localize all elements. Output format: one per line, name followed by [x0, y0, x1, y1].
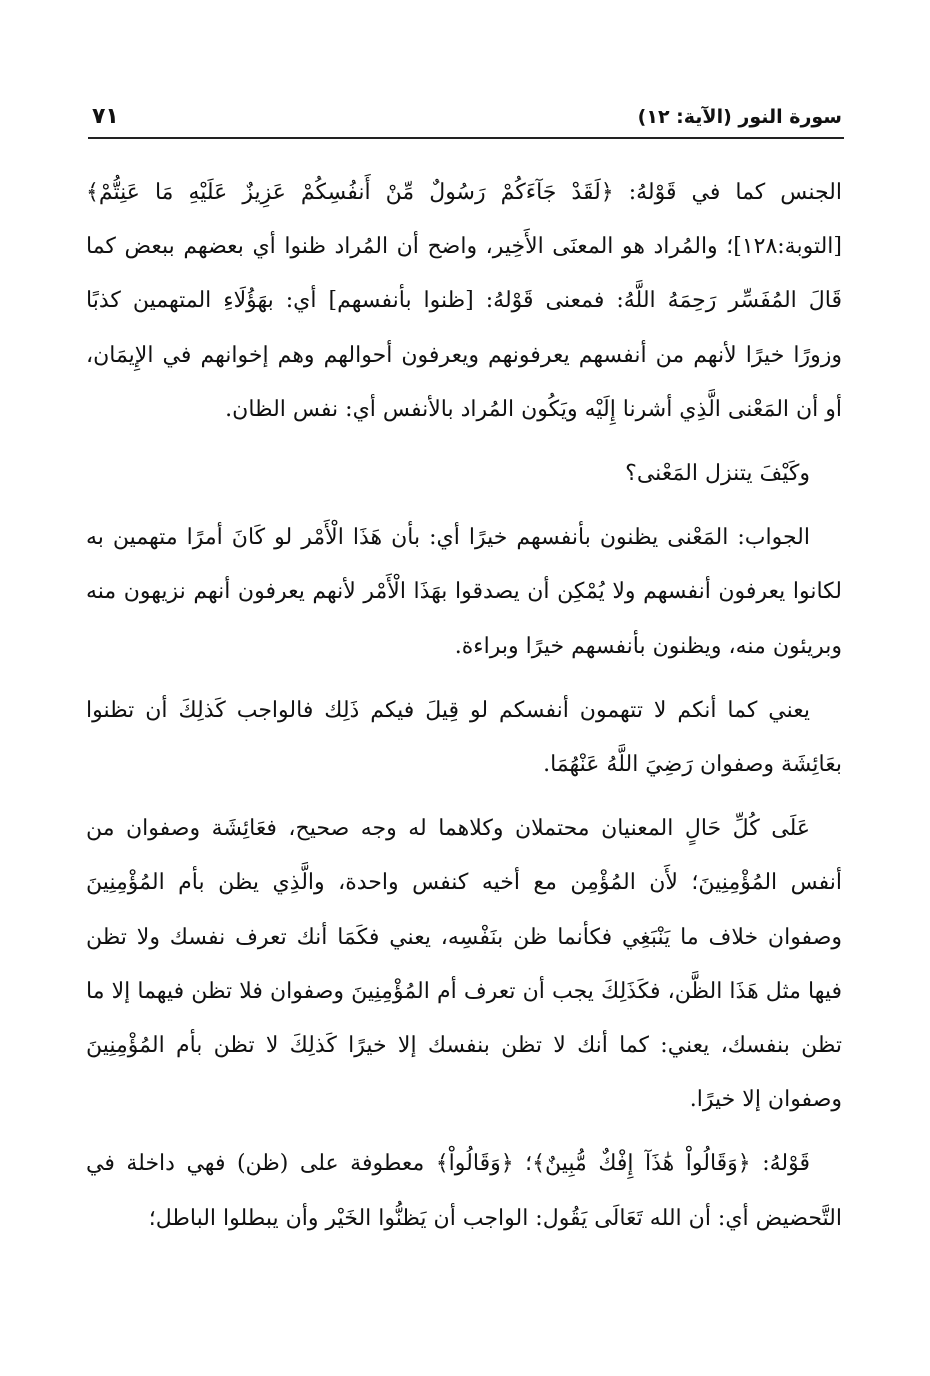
paragraph-2: وكَيْفَ يتنزل المَعْنى؟	[625, 461, 810, 487]
page-body	[86, 166, 842, 1256]
paragraph-1: الجنس كما في قَوْلهُ: ﴿لَقَدْ جَآءَكُمْ رَسُولٌ مِّنْ أَنفُسِكُمْ عَزِيزٌ عَلَيْهِ مَا عَنِتُّمْ﴾ [التوبة:١٢٨]؛ والمُراد هو المعنَى الأَخِير، واضح أن المُراد ظنوا أي بعضهم ببعض كما قَالَ المُفَسِّر رَحِمَهُ اللَّهُ: فمعنى قَوْلهُ: [ظنوا بأنفسهم] أي: بهَؤُلَاءِ المتهمين كذبًا وزورًا خيرًا لأنهم من أنفسهم يعرفونهم ويعرفون أحوالهم وهم إخوانهم في الإِيمَان، أو أن المَعْنى الَّذِي أشرنا إِلَيْه ويَكُون المُراد بالأنفس أي: نفس الظان.	[86, 180, 842, 422]
header-divider	[88, 137, 844, 139]
paragraph-4: يعني كما أنكم لا تتهمون أنفسكم لو قِيلَ فيكم ذَلِك فالواجب كَذلِكَ أن تظنوا بعَائِشَة وصفوان رَضِيَ اللَّهُ عَنْهُمَا.	[86, 697, 842, 778]
paragraph-5: عَلَى كُلِّ حَالٍ المعنيان محتملان وكلاهما له وجه صحيح، فعَائِشَة وصفوان من أنفس المُؤْمِنِينَ؛ لأَن المُؤْمِن مع أخيه كنفس واحدة، والَّذِي يظن بأم المُؤْمِنِينَ وصفوان خلاف ما يَنْبَغِي فكأنما ظن بنَفْسِه، يعني فكَمَا أنك تعرف نفسك ولا تظن فيها مثل هَذَا الظَّن، فكَذَلِكَ يجب أن تعرف أم المُؤْمِنِينَ وصفوان فلا تظن فيهما إلا ما تظن بنفسك، يعني: كما أنك لا تظن بنفسك إلا خيرًا كَذلِكَ لا تظن بأم المُؤْمِنِينَ وصفوان إلا خيرًا.	[86, 816, 842, 1113]
running-title: سورة النور (الآية: ١٢)	[637, 106, 842, 128]
page-number: ٧١	[92, 104, 119, 129]
paragraph-3: الجواب: المَعْنى يظنون بأنفسهم خيرًا أي: بأن هَذَا الْأَمْر لو كَانَ أمرًا متهمين به لكانوا يعرفون أنفسهم ولا يُمْكِن أن يصدقوا بهَذَا الْأَمْر لأنهم يعرفون أنهم نزيهون منه وبريئون منه، ويظنون بأنفسهم خيرًا وبراءة.	[86, 525, 842, 659]
page-header	[92, 96, 842, 130]
paragraph-6: قَوْلهُ: ﴿وَقَالُواْ هَٰذَآ إِفْكٌ مُّبِينٌ﴾؛ ﴿وَقَالُواْ﴾ معطوفة على (ظن) فهي داخلة في التَّحضيض أي: أن الله تَعَالَى يَقُول: الواجب أن يَظنُّوا الخَيْر وأن يبطلوا الباطل؛	[86, 1151, 842, 1231]
